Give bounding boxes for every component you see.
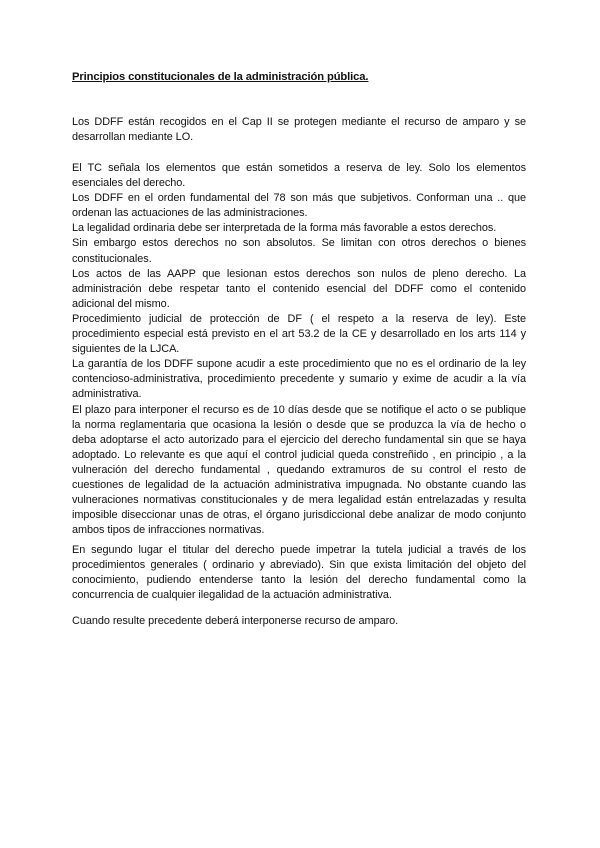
paragraph-closing: Cuando resulte precedente deberá interponerse recurso de amparo.	[72, 615, 399, 627]
paragraph-orden-fundamental: Los DDFF en el orden fundamental del 78 son más que subjetivos. Conforman una .. que ordenan las actuaciones de las administraciones.	[72, 192, 526, 220]
paragraph-no-absolutos: Sin embargo estos derechos no son absolutos. Se limitan con otros derechos o bienes constitucionales.	[72, 237, 526, 265]
paragraph-procedimiento-judicial: Procedimiento judicial de protección de DF ( el respeto a la reserva de ley). Este procedimiento especial está previsto en el art 53.2 de la CE y desarrollado en los arts 114 y siguientes de la LJCA.	[72, 312, 526, 356]
paragraph-reserva-ley: El TC señala los elementos que están sometidos a reserva de ley. Solo los elementos esenciales del derecho.	[72, 162, 526, 190]
paragraph-garantia: La garantía de los DDFF supone acudir a este procedimiento que no es el ordinario de la ley contencioso-administrativa, procedimiento precedente y sumario y exime de acudir a la vía administrativa.	[72, 358, 526, 401]
intro-paragraph: Los DDFF están recogidos en el Cap II se protegen mediante el recurso de amparo y se desarrollan mediante LO.	[72, 116, 526, 144]
paragraph-legalidad-ordinaria: La legalidad ordinaria debe ser interpretada de la forma más favorable a estos derechos.	[72, 222, 497, 235]
main-block	[72, 161, 526, 538]
paragraph-segundo-lugar: En segundo lugar el titular del derecho puede impetrar la tutela judicial a través de los procedimientos generales ( ordinario y abreviado). Sin que exista limitación del objeto del conocimiento, pudiendo entenderse tanto la lesión del derecho fundamental como la concurrencia de cualquier ilegalidad de la actuación administrativa.	[72, 544, 526, 602]
intro-block	[72, 115, 526, 145]
paragraph-actos-nulos: Los actos de las AAPP que lesionan estos derechos son nulos de pleno derecho. La administración debe respetar tanto el contenido esencial del DDFF como el contenido adicional del mismo.	[72, 267, 526, 310]
document-title: Principios constitucionales de la administración pública.	[72, 71, 369, 83]
paragraph-plazo: El plazo para interponer el recurso es de 10 días desde que se notifique el acto o se publique la norma reglamentaria que ocasiona la lesión o desde que se produzca la vía de hecho o deba adoptarse el acto autorizado para el ejercicio del derecho fundamental sin que se haya adoptado. Lo relevante es que aquí el control judicial queda constreñido , en principio , a la vulneración del derecho fundamental , quedando extramuros de su control el resto de cuestiones de legalidad de la actuación administrativa impugnada. No obstante cuando las vulneraciones normativas constitucionales y de mera legalidad están entrelazadas y resulta imposible diseccionar unas de otras, el órgano jurisdiccional debe analizar de modo conjunto ambos tipos de infracciones normativas.	[72, 403, 526, 537]
second-block	[72, 543, 526, 603]
closing-block	[72, 614, 526, 629]
